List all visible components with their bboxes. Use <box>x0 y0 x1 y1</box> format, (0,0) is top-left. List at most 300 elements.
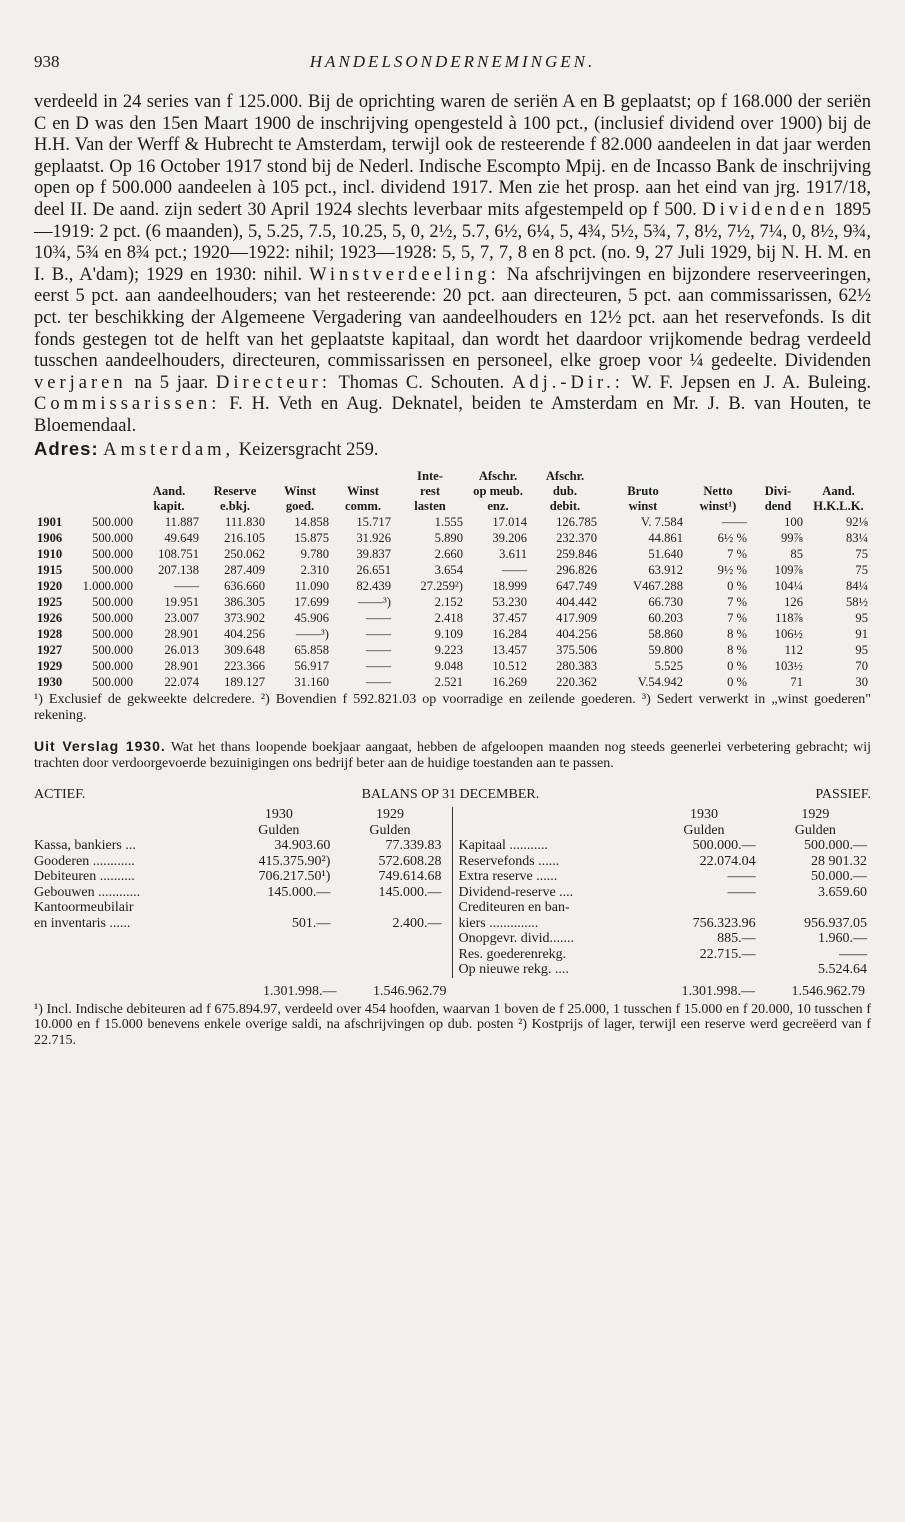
history-cell: 26.013 <box>164 643 199 658</box>
history-cell: 3.654 <box>434 563 463 578</box>
balance-row <box>459 916 872 932</box>
history-cell: 404.256 <box>224 627 265 642</box>
history-cell: 7 % <box>727 595 747 610</box>
history-header-cell: Netto <box>703 484 733 499</box>
history-cell: 220.362 <box>556 675 597 690</box>
balance-label: Reservefonds ...... <box>458 853 560 869</box>
balance-value-1930 <box>223 900 334 916</box>
balance-value-1930: 34.903.60 <box>274 838 331 854</box>
balance-value-1930: —— <box>727 884 756 900</box>
history-cell: 647.749 <box>556 579 597 594</box>
balance-passief <box>453 807 872 978</box>
history-cell: 109⅞ <box>774 563 803 578</box>
history-cell: 0 % <box>727 579 747 594</box>
history-cell: 223.366 <box>224 659 265 674</box>
history-cell: 500.000 <box>92 611 133 626</box>
label-adres: Adres: <box>34 437 99 459</box>
text-verslag: Wat het thans loopende boekjaar aangaat, hebben de afgeloopen maanden nog steeds geenerlei verbetering gebracht; wij trachten door verdoorgevoerde bezuinigingen ons bedrijf beter aan de huidige toestanden aan te passen. <box>34 740 872 772</box>
history-cell: 500.000 <box>92 643 133 658</box>
history-row <box>34 674 871 690</box>
balance-value-1929: 50.000.— <box>811 869 867 885</box>
history-cell: ——³) <box>295 627 329 642</box>
balance-year: 1929 <box>375 807 404 823</box>
balance-blank <box>34 807 223 823</box>
history-cell: 28.901 <box>164 659 199 674</box>
balance-unit: Gulden <box>369 822 411 838</box>
history-cell: 216.105 <box>224 531 265 546</box>
history-cell: 58½ <box>845 595 868 610</box>
history-cell: 8 % <box>727 643 747 658</box>
balance-year: 1929 <box>801 807 830 823</box>
history-cell: 26.651 <box>356 563 391 578</box>
history-header-cell: Afschr. <box>478 469 518 484</box>
balance-value-1929: 3.659.60 <box>818 884 867 900</box>
balance-value-1929: 749.614.68 <box>378 869 442 885</box>
history-cell: 60.203 <box>648 611 683 626</box>
balance-row <box>459 931 872 947</box>
balance-row <box>459 947 872 963</box>
history-cell: 118⅞ <box>775 611 803 626</box>
history-cell: 9.109 <box>434 627 463 642</box>
history-row <box>34 610 871 626</box>
history-year: 1928 <box>37 627 63 642</box>
history-cell: 44.861 <box>648 531 683 546</box>
history-cell: —— <box>365 659 391 674</box>
history-cell: 84¼ <box>845 579 868 594</box>
balance-value-1929 <box>760 900 871 916</box>
history-cell: 280.383 <box>556 659 597 674</box>
history-cell: 5.890 <box>434 531 463 546</box>
balance-row <box>459 885 872 901</box>
balance-label: Extra reserve ...... <box>458 869 558 885</box>
history-cell: 104¼ <box>774 579 803 594</box>
history-cell: 189.127 <box>224 675 265 690</box>
balance-unit: Gulden <box>794 822 836 838</box>
history-header-cell: Reserve <box>213 484 257 499</box>
balance-value-1929: 28 901.32 <box>811 853 867 869</box>
balance-row <box>34 885 446 901</box>
history-header-cell: Afschr. <box>545 469 585 484</box>
history-cell: 65.858 <box>294 643 329 658</box>
history-cell: 2.152 <box>434 595 463 610</box>
history-row <box>34 658 871 674</box>
history-cell: ——³) <box>357 595 391 610</box>
history-cell: 636.660 <box>224 579 265 594</box>
history-cell: 66.730 <box>648 595 683 610</box>
history-header-cell: debit. <box>549 499 581 514</box>
balance-value-1929: 956.937.05 <box>804 915 867 931</box>
history-header-cell: Winst <box>347 484 379 499</box>
balance-unit-header <box>459 823 872 839</box>
balance-value-1930: 500.000.— <box>692 838 756 854</box>
history-table <box>34 469 871 690</box>
text-director: Thomas C. Schouten. <box>338 372 505 393</box>
history-header-cell: comm. <box>344 499 382 514</box>
text-dividends: 1895—1919: 2 pct. (6 maanden), 5, 5.25, 7.5, 10.25, 5, 0, 2½, 5.7, 6½, 6¼, 5, 4¾, 5½, 5¾, 7, 8½, 7½, 7¼, 0, 8½, 9¾, 10¾, 5¾ en 8¾ pct.; 1920—1922: nihil; 1923—1928: 5, 5, 7, 7, 8 en 8 pct. (no. 9, 27 Juli 1929, bij N. H. M. en I. B., A'dam); 1929 en 1930: nihil. <box>34 199 871 285</box>
history-header-cell <box>268 469 332 484</box>
history-cell: 16.284 <box>492 627 527 642</box>
history-cell: 106½ <box>774 627 803 642</box>
balance-row <box>34 838 446 854</box>
history-cell: 83¼ <box>845 531 868 546</box>
history-cell: 500.000 <box>92 627 133 642</box>
balance-label: Debiteuren .......... <box>34 869 135 885</box>
history-cell: 232.370 <box>556 531 597 546</box>
history-cell: 31.926 <box>356 531 391 546</box>
history-header-cell <box>600 469 686 484</box>
balance-titles <box>34 786 871 803</box>
balance-label: Kantoormeubilair <box>34 900 134 916</box>
history-row <box>34 530 871 546</box>
balance-label: Gebouwen ............ <box>34 884 141 900</box>
page-header <box>34 52 871 92</box>
history-cell: 99⅞ <box>780 531 803 546</box>
history-row <box>34 562 871 578</box>
history-header-cell: rest <box>419 484 441 499</box>
history-header-cell: enz. <box>487 499 509 514</box>
history-cell: 500.000 <box>92 531 133 546</box>
balance-unit-header <box>34 823 446 839</box>
history-cell: 500.000 <box>92 515 133 530</box>
history-cell: 58.860 <box>648 627 683 642</box>
balance-value-1930: 706.217.50¹) <box>258 869 331 885</box>
balance-value-1929: 2.400.— <box>392 915 442 931</box>
balance-label: Kapitaal ........... <box>458 838 548 854</box>
history-cell: 11.887 <box>164 515 199 530</box>
history-cell: 386.305 <box>224 595 265 610</box>
history-cell: 500.000 <box>92 563 133 578</box>
history-cell: 92⅛ <box>845 515 868 530</box>
history-cell: 126 <box>784 595 803 610</box>
history-row <box>34 642 871 658</box>
history-header-cell: Aand. <box>822 484 855 499</box>
history-header-cell: winst <box>628 499 658 514</box>
history-cell: 45.906 <box>294 611 329 626</box>
history-cell: 7 % <box>727 611 747 626</box>
text-profit-distribution: Na afschrijvingen en bijzondere reserveeringen, eerst 5 pct. aan aandeelhouders; van het resteerende: 20 pct. aan directeuren, 5 pct. aan commissarissen, 62½ pct. ter beschikking der Algemeene Vergadering van aandeelhouders en 12½ pct. aan het reservefonds. Is dit fonds gestegen tot de helft van het geplaatste kapitaal, dan wordt het daardoor vrijkomende bedrag verdeeld tusschen aandeelhouders, directeuren, commissarissen en personeel, elke groep voor ¼ gedeelte. Dividenden <box>34 264 872 372</box>
balance-value-1930: 501.— <box>291 915 331 931</box>
history-cell: 373.902 <box>224 611 265 626</box>
history-year: 1929 <box>37 659 63 674</box>
balance-row <box>459 962 872 978</box>
history-header-cell <box>34 484 136 499</box>
balance-label: Op nieuwe rekg. .... <box>458 962 569 978</box>
history-cell: 63.912 <box>648 563 683 578</box>
balance-value-1930: 756.323.96 <box>692 915 756 931</box>
history-cell: V. 7.584 <box>640 515 683 530</box>
history-header-cell <box>750 469 806 484</box>
history-cell: 417.909 <box>556 611 597 626</box>
history-cell: 250.062 <box>224 547 265 562</box>
history-cell: 82.439 <box>356 579 391 594</box>
label-adj-dir: Adj.-Dir.: <box>512 372 624 393</box>
balance-center-title: BALANS OP 31 DECEMBER. <box>361 787 540 803</box>
history-cell: 9.780 <box>300 547 329 562</box>
history-header-cell: H.K.L.K. <box>813 499 864 514</box>
balance-totals <box>34 984 871 1000</box>
history-cell: 500.000 <box>92 547 133 562</box>
history-cell: 2.418 <box>434 611 463 626</box>
history-cell: 7 % <box>727 547 747 562</box>
history-cell: 17.699 <box>294 595 329 610</box>
balance-row <box>34 869 446 885</box>
balance-value-1930: —— <box>727 869 756 885</box>
balance-year-header <box>34 807 446 823</box>
history-cell: 70 <box>855 659 868 674</box>
balance-row <box>459 869 872 885</box>
text-issue: verdeeld in 24 series van f 125.000. Bij de oprichting waren de seriën A en B geplaatst; op f 168.000 der seriën C en D was den 15en Maart 1900 de inschrijving opengesteld à 100 pct., (inclusief dividend over 1900) bij de H.H. Van der Werff & Hubrecht te Amsterdam, terwijl ook de resteerende f 82.000 aandeelen in dat jaar werden geplaatst. Op 16 October 1917 stond bij de Nederl. Indische Escompto Mpij. en de Incasso Bank de inschrijving open op f 500.000 aandeelen à 105 pct., incl. dividend 1917. Men zie het prosp. aan het eind van jrg. 1917/18, deel II. De aand. zijn sedert 30 April 1924 slechts leverbaar mits afgestempeld op f 500. <box>34 92 871 220</box>
history-cell: 51.640 <box>648 547 683 562</box>
history-cell: 39.837 <box>356 547 391 562</box>
history-cell: 9.223 <box>434 643 463 658</box>
history-row <box>34 546 871 562</box>
balance-label: Gooderen ............ <box>34 853 135 869</box>
history-cell: 8 % <box>727 627 747 642</box>
balance-unit: Gulden <box>258 822 300 838</box>
history-row <box>34 594 871 610</box>
history-cell: 100 <box>784 515 803 530</box>
history-cell: 1.000.000 <box>82 579 133 594</box>
total-actief-1930: 1.301.998.— <box>263 983 337 999</box>
history-cell: 37.457 <box>492 611 527 626</box>
history-header-cell <box>34 499 136 514</box>
history-header-cell: e.bkj. <box>219 499 251 514</box>
history-cell: —— <box>173 579 199 594</box>
balance-year-header <box>459 807 872 823</box>
balance-blank <box>459 807 649 823</box>
history-cell: 500.000 <box>92 675 133 690</box>
history-cell: 2.310 <box>300 563 329 578</box>
history-cell: 5.525 <box>654 659 683 674</box>
balance-value-1929: 5.524.64 <box>818 962 867 978</box>
balance-row <box>34 900 446 916</box>
history-year: 1915 <box>37 563 63 578</box>
history-cell: 404.442 <box>556 595 597 610</box>
text-commissioners: F. H. Veth en Aug. Deknatel, beiden te Amsterdam en Mr. J. B. van Houten, te Bloemendaal. <box>34 394 871 436</box>
balance-label: Dividend-reserve .... <box>458 884 574 900</box>
history-cell: 15.717 <box>356 515 391 530</box>
history-header-cell: goed. <box>285 499 315 514</box>
history-year: 1930 <box>37 675 63 690</box>
total-actief-1929: 1.546.962.79 <box>373 983 447 999</box>
history-row <box>34 578 871 594</box>
balance-value-1930: 145.000.— <box>267 884 331 900</box>
history-cell: 28.901 <box>164 627 199 642</box>
balance-footnotes: ¹) Incl. Indische debiteuren ad f 675.894.97, verdeeld over 454 hoofden, waarvan 1 boven de f 25.000, 1 tusschen f 15.000 en f 20.000, 10 tusschen f 10.000 en f 15.000 benevens enkele overige saldi, na afschrijvingen op dub. posten ²) Kostprijs of lager, terwijl een reserve werd gecreëerd van f 22.715. <box>34 1001 871 1048</box>
history-cell: 126.785 <box>556 515 597 530</box>
balance-value-1930: 415.375.90²) <box>258 853 331 869</box>
history-cell: 95 <box>855 643 868 658</box>
history-cell: V467.288 <box>632 579 683 594</box>
history-cell: 49.649 <box>164 531 199 546</box>
history-row <box>34 626 871 642</box>
balance-value-1929: —— <box>839 946 867 962</box>
history-cell: 71 <box>790 675 803 690</box>
history-cell: 91 <box>855 627 868 642</box>
history-cell: 9½ % <box>717 563 747 578</box>
history-cell: 53.230 <box>492 595 527 610</box>
history-cell: 27.259²) <box>420 579 463 594</box>
address-city: Amsterdam, <box>103 439 235 460</box>
history-row <box>34 514 871 530</box>
label-commissarissen: Commissarissen: <box>34 394 221 415</box>
balance-year: 1930 <box>689 807 718 823</box>
balance-label: en inventaris ...... <box>34 915 131 931</box>
label-verjaren: verjaren <box>34 372 127 393</box>
balance-actief <box>34 807 453 978</box>
history-cell: 31.160 <box>294 675 329 690</box>
history-cell: V.54.942 <box>637 675 683 690</box>
history-cell: 39.206 <box>492 531 527 546</box>
balance-value-1930 <box>648 962 759 978</box>
history-cell: 500.000 <box>92 595 133 610</box>
total-passief-1929: 1.546.962.79 <box>791 983 865 999</box>
history-cell: 17.014 <box>492 515 527 530</box>
history-cell: 16.269 <box>492 675 527 690</box>
balance-value-1930: 22.715.— <box>699 946 756 962</box>
history-year: 1927 <box>37 643 63 658</box>
history-cell: 108.751 <box>158 547 199 562</box>
balance-value-1930: 885.— <box>717 931 756 947</box>
balance-label: Kassa, bankiers ... <box>34 838 136 854</box>
history-cell: 287.409 <box>224 563 265 578</box>
history-cell: 2.660 <box>434 547 463 562</box>
balance-row <box>34 854 446 870</box>
balance-value-1929: 145.000.— <box>378 884 442 900</box>
history-cell: 103½ <box>774 659 803 674</box>
history-footnotes: ¹) Exclusief de gekweekte delcredere. ²) Bovendien f 592.821.03 op voorradige en zeilende goederen. ³) Sedert verwerkt in „winst goederen" rekening. <box>34 692 871 724</box>
annual-report-excerpt <box>34 738 871 772</box>
company-description <box>34 92 871 461</box>
total-passief-1930: 1.301.998.— <box>681 983 755 999</box>
history-cell: 375.506 <box>556 643 597 658</box>
history-header-cell: Winst <box>284 484 316 499</box>
history-cell: 3.611 <box>499 547 527 562</box>
history-cell: 56.917 <box>294 659 329 674</box>
history-header-cell: Aand. <box>152 484 186 499</box>
balance-blank <box>459 823 649 839</box>
history-cell: —— <box>365 627 391 642</box>
history-cell: —— <box>365 643 391 658</box>
label-verslag: Uit Verslag 1930. <box>34 738 166 755</box>
history-cell: 207.138 <box>158 563 199 578</box>
history-header-cell: Inte- <box>417 469 443 484</box>
history-year: 1906 <box>37 531 63 546</box>
history-header-cell: winst¹) <box>699 499 737 514</box>
balance-row <box>34 916 446 932</box>
history-year: 1920 <box>37 579 63 594</box>
balance-row <box>459 854 872 870</box>
balance-label: kiers .............. <box>458 915 539 931</box>
history-cell: —— <box>365 675 391 690</box>
balance-label: Res. goederenrekg. <box>458 946 567 962</box>
history-cell: 309.648 <box>224 643 265 658</box>
history-year: 1910 <box>37 547 63 562</box>
history-header-cell: dend <box>764 499 792 514</box>
history-cell: 18.999 <box>492 579 527 594</box>
history-cell: 296.826 <box>556 563 597 578</box>
history-cell: —— <box>365 611 391 626</box>
history-cell: 19.951 <box>164 595 199 610</box>
history-header-cell: op meub. <box>473 484 523 499</box>
text-adj-directors: W. F. Jepsen en J. A. Buleing. <box>631 372 872 393</box>
history-cell: 85 <box>790 547 803 562</box>
history-header-cell <box>136 469 202 484</box>
history-cell: 500.000 <box>92 659 133 674</box>
label-directeur: Directeur: <box>215 372 331 393</box>
history-cell: 9.048 <box>434 659 463 674</box>
history-cell: 259.846 <box>556 547 597 562</box>
text-expiry: na 5 jaar. <box>134 372 209 393</box>
balance-value-1929: 500.000.— <box>804 838 867 854</box>
balance-value-1929: 1.960.— <box>818 931 867 947</box>
history-cell: 404.256 <box>556 627 597 642</box>
history-cell: 30 <box>855 675 868 690</box>
balance-value-1929 <box>334 900 445 916</box>
history-year: 1925 <box>37 595 63 610</box>
history-cell: 0 % <box>727 675 747 690</box>
balance-value-1930 <box>648 900 759 916</box>
history-header-cell <box>34 469 136 484</box>
history-cell: 22.074 <box>164 675 199 690</box>
history-cell: 75 <box>855 563 868 578</box>
page-number: 938 <box>34 52 60 71</box>
balance-value-1929: 77.339.83 <box>385 838 442 854</box>
history-header-cell <box>332 469 394 484</box>
balance-row <box>459 838 872 854</box>
history-cell: 1.555 <box>434 515 463 530</box>
running-title: HANDELSONDERNEMINGEN. <box>309 52 596 71</box>
balance-year: 1930 <box>264 807 293 823</box>
history-year: 1901 <box>37 515 63 530</box>
history-cell: 0 % <box>727 659 747 674</box>
balance-right-title: PASSIEF. <box>815 787 871 803</box>
history-header-cell: dub. <box>552 484 578 499</box>
history-header-cell: Divi- <box>764 484 792 499</box>
history-cell: 6½ % <box>717 531 747 546</box>
history-cell: 59.800 <box>648 643 683 658</box>
label-winstverdeeling: Winstverdeeling: <box>309 264 500 285</box>
balance-row <box>459 900 872 916</box>
balance-left-title: ACTIEF. <box>34 787 86 803</box>
history-cell: 23.007 <box>164 611 199 626</box>
history-cell: 75 <box>855 547 868 562</box>
history-cell: —— <box>721 515 747 530</box>
address-street: Keizersgracht 259. <box>238 439 379 460</box>
balance-value-1930: 22.074.04 <box>699 853 756 869</box>
balance-sheet <box>34 786 871 1000</box>
history-cell: 15.875 <box>294 531 329 546</box>
history-cell: —— <box>501 563 527 578</box>
history-header-cell: Bruto <box>627 484 659 499</box>
history-header-cell: kapit. <box>153 499 185 514</box>
label-dividenden: Dividenden <box>702 199 829 220</box>
balance-label: Onopgevr. divid....... <box>458 931 574 947</box>
balance-blank <box>34 823 223 839</box>
history-cell: 14.858 <box>294 515 329 530</box>
history-header-cell <box>806 469 871 484</box>
history-year: 1926 <box>37 611 63 626</box>
history-cell: 112 <box>784 643 803 658</box>
history-header-cell <box>686 469 750 484</box>
history-cell: 10.512 <box>492 659 527 674</box>
history-cell: 2.521 <box>434 675 463 690</box>
balance-value-1929: 572.608.28 <box>378 853 442 869</box>
history-cell: 13.457 <box>492 643 527 658</box>
balance-unit: Gulden <box>683 822 725 838</box>
history-cell: 95 <box>855 611 868 626</box>
history-header-cell: lasten <box>414 499 446 514</box>
